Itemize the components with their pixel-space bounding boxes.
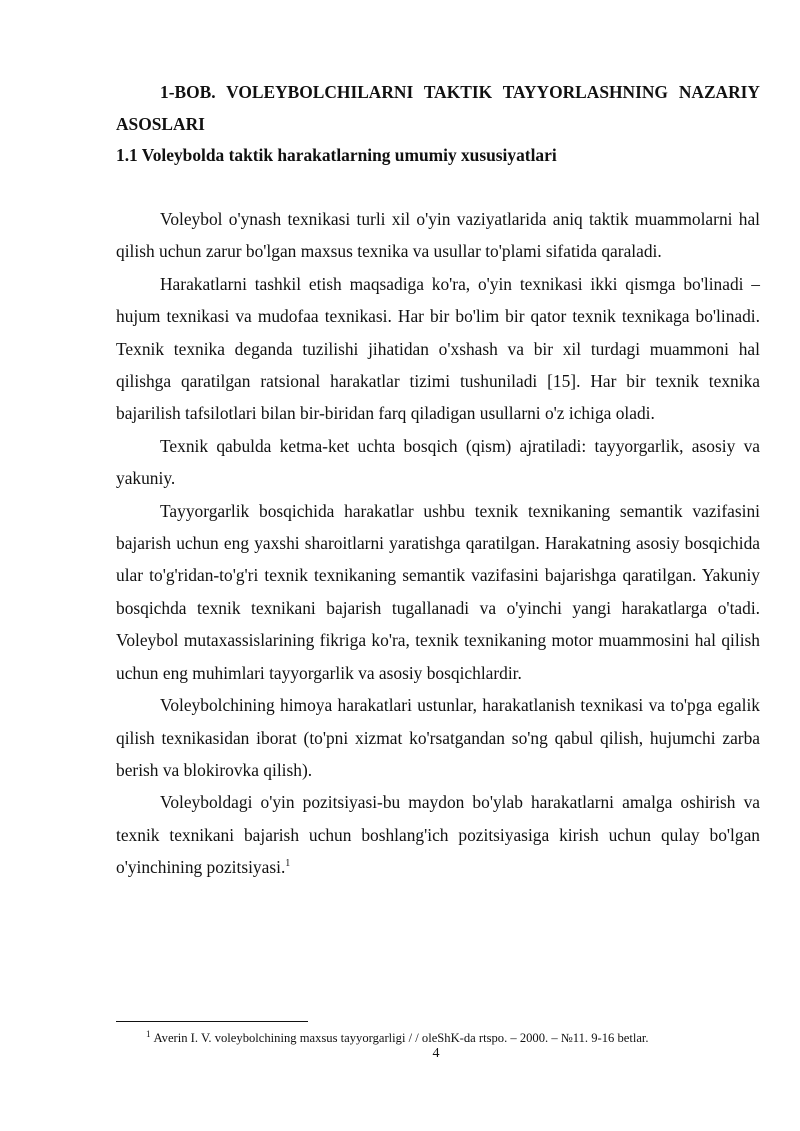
- footnote-separator: [116, 1021, 308, 1022]
- paragraph: Tayyorgarlik bosqichida harakatlar ushbu texnik texnikaning semantik vazifasini bajarish uchun eng yaxshi sharoitlarni yaratishga qaratilgan. Harakatning asosiy bosqichida ular to'g'ridan-to'g'ri texnik texnikaning semantik vazifasini bajarishga qaratilgan. Yakuniy bosqichda texnik texnikani bajarish tugallanadi va o'yinchi yangi harakatlarga o'tadi. Voleybol mutaxassislarining fikriga ko'ra, texnik texnikaning motor muammosini hal qilish uchun eng muhimlari tayyorgarlik va asosiy bosqichlardir.: [116, 500, 760, 683]
- footnote-reference[interactable]: 1: [285, 858, 291, 870]
- paragraph-text: Voleyboldagi o'yin pozitsiyasi-bu maydon bo'ylab harakatlarni amalga oshirish va texnik texnikani bajarish uchun boshlang'ich pozitsiyasiga kirish uchun qulay bo'lgan o'yinchining pozitsiyasi.: [116, 792, 760, 878]
- paragraph: Texnik qabulda ketma-ket uchta bosqich (qism) ajratiladi: tayyorgarlik, asosiy va yakuniy.: [116, 435, 760, 489]
- paragraph: Voleybolchining himoya harakatlari ustunlar, harakatlanish texnikasi va to'pga egalik qilish texnikasidan iborat (to'pni xizmat ko'rsatgandan so'ng qabul qilish, hujumchi zarba berish va blokirovka qilish).: [116, 695, 760, 780]
- chapter-title: 1-BOB. VOLEYBOLCHILARNI TAKTIK TAYYORLASHNING NAZARIY ASOSLARI: [116, 82, 760, 134]
- paragraph-with-footnote: [116, 786, 760, 883]
- paragraph: Voleybol o'ynash texnikasi turli xil o'yin vaziyatlarida aniq taktik muammolarni hal qilish uchun zarur bo'lgan maxsus texnika va usullar to'plami sifatida qaraladi.: [116, 209, 760, 262]
- footnote: [146, 1030, 760, 1046]
- page-number: 4: [432, 1046, 440, 1061]
- section-title: 1.1 Voleybolda taktik harakatlarning umumiy xususiyatlari: [116, 145, 557, 165]
- paragraph: Harakatlarni tashkil etish maqsadiga ko'ra, o'yin texnikasi ikki qismga bo'linadi – hujum texnikasi va mudofaa texnikasi. Har bir bo'lim bir qator texnik texnikaga bo'linadi. Texnik texnika deganda tuzilishi jihatidan o'xshash va bir xil turdagi muammoni hal qilishga qaratilgan ratsional harakatlar tizimi tushuniladi [15]. Har bir texnik texnika bajarilish tafsilotlari bilan bir-biridan farq qiladigan usullarni o'z ichiga oladi.: [116, 273, 760, 424]
- footnote-marker: 1: [146, 1029, 151, 1039]
- footnote-text: Averin I. V. voleybolchining maxsus tayyorgarligi / / oleShK-da rtspo. – 2000. – №11. 9-16 betlar.: [153, 1031, 649, 1045]
- body-text: [116, 203, 760, 884]
